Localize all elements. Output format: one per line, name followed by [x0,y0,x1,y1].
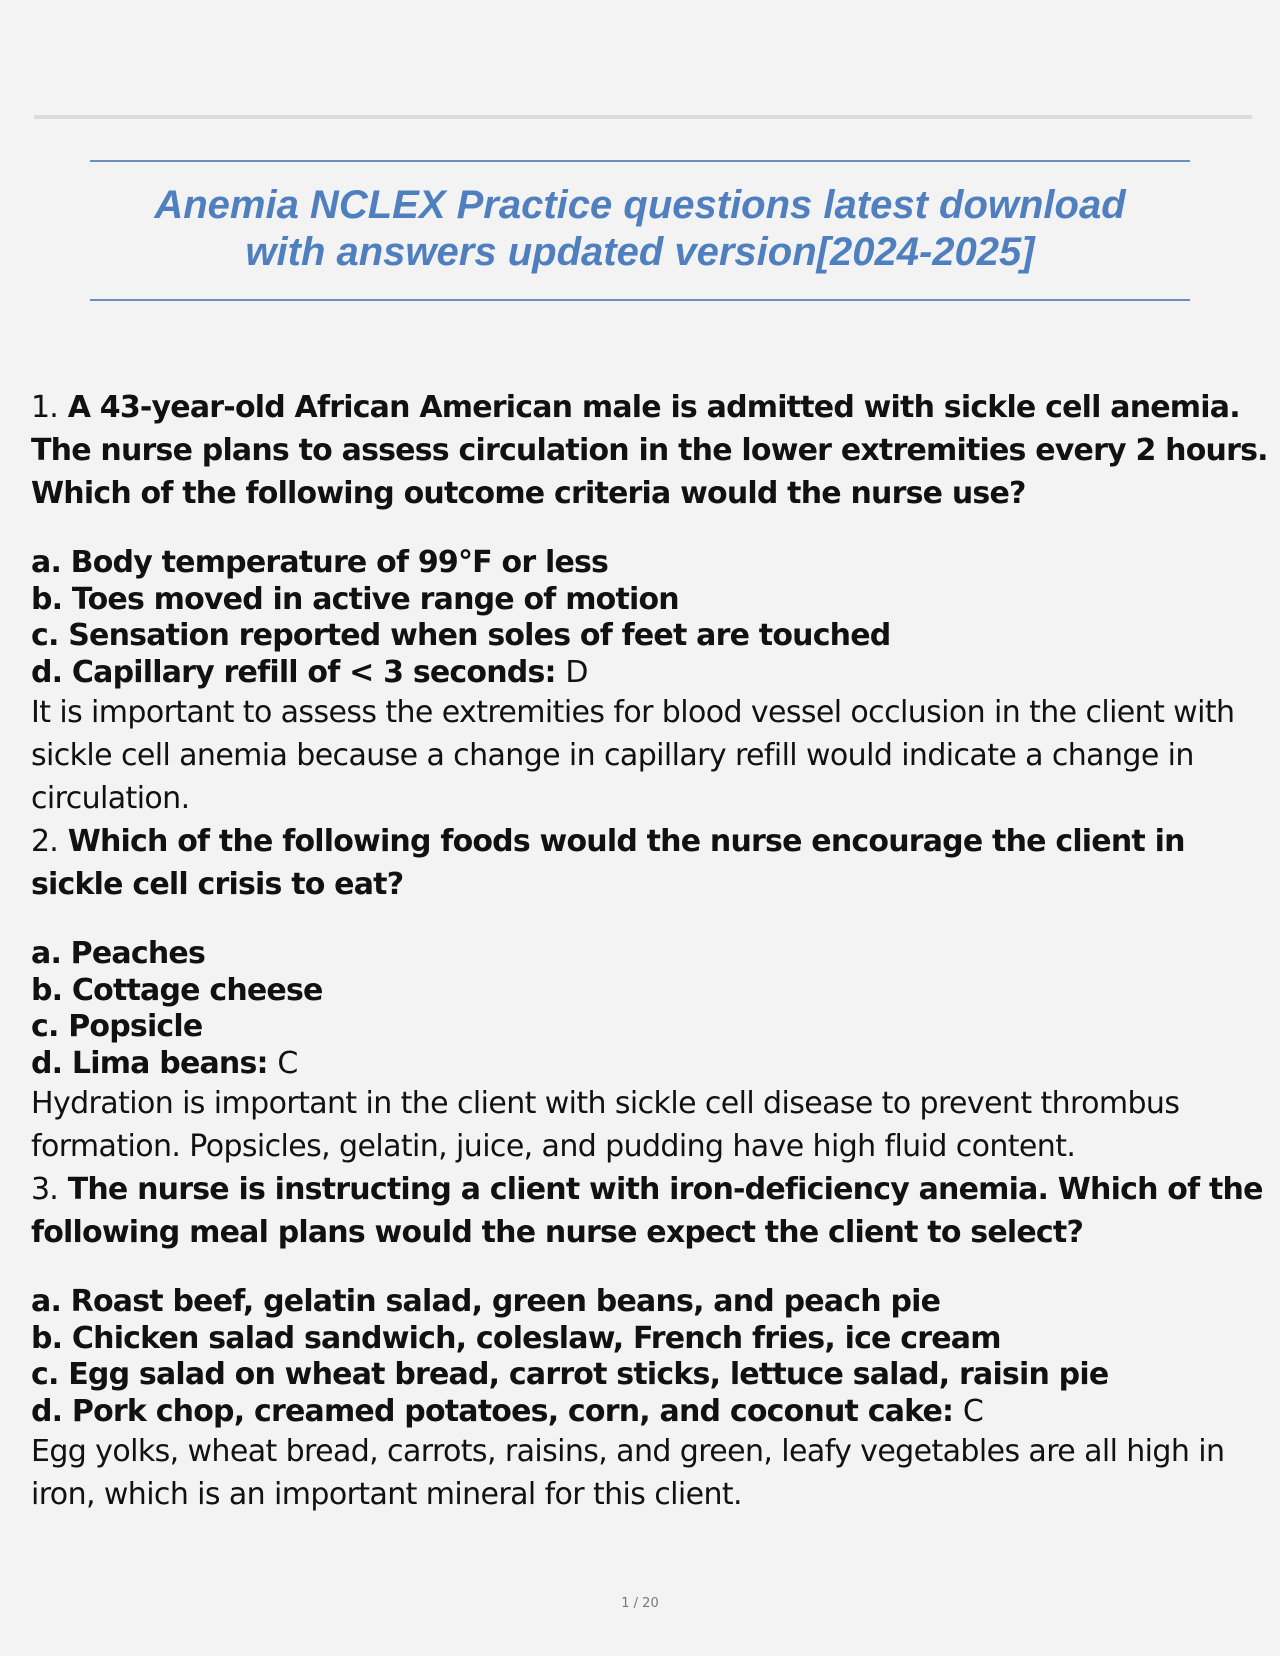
title-line-2: with answers updated version[2024-2025] [245,230,1035,274]
page-indicator: 1 / 20 [621,1596,659,1611]
option-a: a. Peaches [31,936,206,971]
option-d-text: d. Capillary refill of < 3 seconds: [31,654,556,690]
question-number: 3. [31,1172,59,1207]
option-c: c. Sensation reported when soles of feet are touched [31,618,891,653]
question-3 [31,1168,1276,1516]
rationale-text: Egg yolks, wheat bread, carrots, raisins, and green, leafy vegetables are all high in iron, which is an important mineral for this client. [31,1434,1225,1512]
option-b: b. Chicken salad sandwich, coleslaw, French fries, ice cream [31,1320,1001,1356]
title-top-rule [90,160,1190,162]
option-a: a. Roast beef, gelatin salad, green beans, and peach pie [31,1284,941,1319]
option-c: c. Popsicle [31,1009,203,1044]
rationale-text: It is important to assess the extremities for blood vessel occlusion in the client with sickle cell anemia because a change in capillary refill would indicate a change in circulation. [31,695,1235,816]
question-stem: Which of the following foods would the nurse encourage the client in sickle cell crisis to eat? [31,824,1185,902]
option-d [31,1394,1276,1431]
correct-answer: C [962,1393,984,1429]
option-b: b. Cottage cheese [31,972,323,1008]
question-1 [31,386,1276,820]
question-text [31,820,1276,906]
question-stem: The nurse is instructing a client with iron-deficiency anemia. Which of the following meal plans would the nurse expect the client to select? [31,1172,1263,1250]
question-stem: A 43-year-old African American male is admitted with sickle cell anemia. The nurse plans to assess circulation in the lower extremities every 2 hours. Which of the following outcome criteria would the nurse use? [31,390,1268,511]
question-text [31,1168,1276,1254]
questions-list [31,386,1276,1516]
title-line-1: Anemia NCLEX Practice questions latest download [154,183,1126,227]
option-d [31,1046,1276,1083]
option-d-text: d. Pork chop, creamed potatoes, corn, and coconut cake: [31,1393,954,1429]
question-text [31,386,1276,515]
page-top-divider [34,115,1252,119]
question-number: 1. [31,390,59,425]
answer-options [31,545,1276,691]
answer-options [31,936,1276,1082]
correct-answer: C [277,1045,298,1081]
option-d-text: d. Lima beans: [31,1045,268,1081]
title-bottom-rule [90,299,1190,301]
document-title [90,182,1190,276]
option-a: a. Body temperature of 99°F or less [31,545,609,580]
answer-options [31,1284,1276,1430]
rationale-text: Hydration is important in the client with sickle cell disease to prevent thrombus formation. Popsicles, gelatin, juice, and pudding have high fluid content. [31,1086,1180,1164]
option-b: b. Toes moved in active range of motion [31,581,679,617]
option-c: c. Egg salad on wheat bread, carrot sticks, lettuce salad, raisin pie [31,1357,1109,1392]
correct-answer: D [565,654,588,690]
question-number: 2. [31,824,59,859]
option-d [31,655,1276,692]
question-2 [31,820,1276,1168]
